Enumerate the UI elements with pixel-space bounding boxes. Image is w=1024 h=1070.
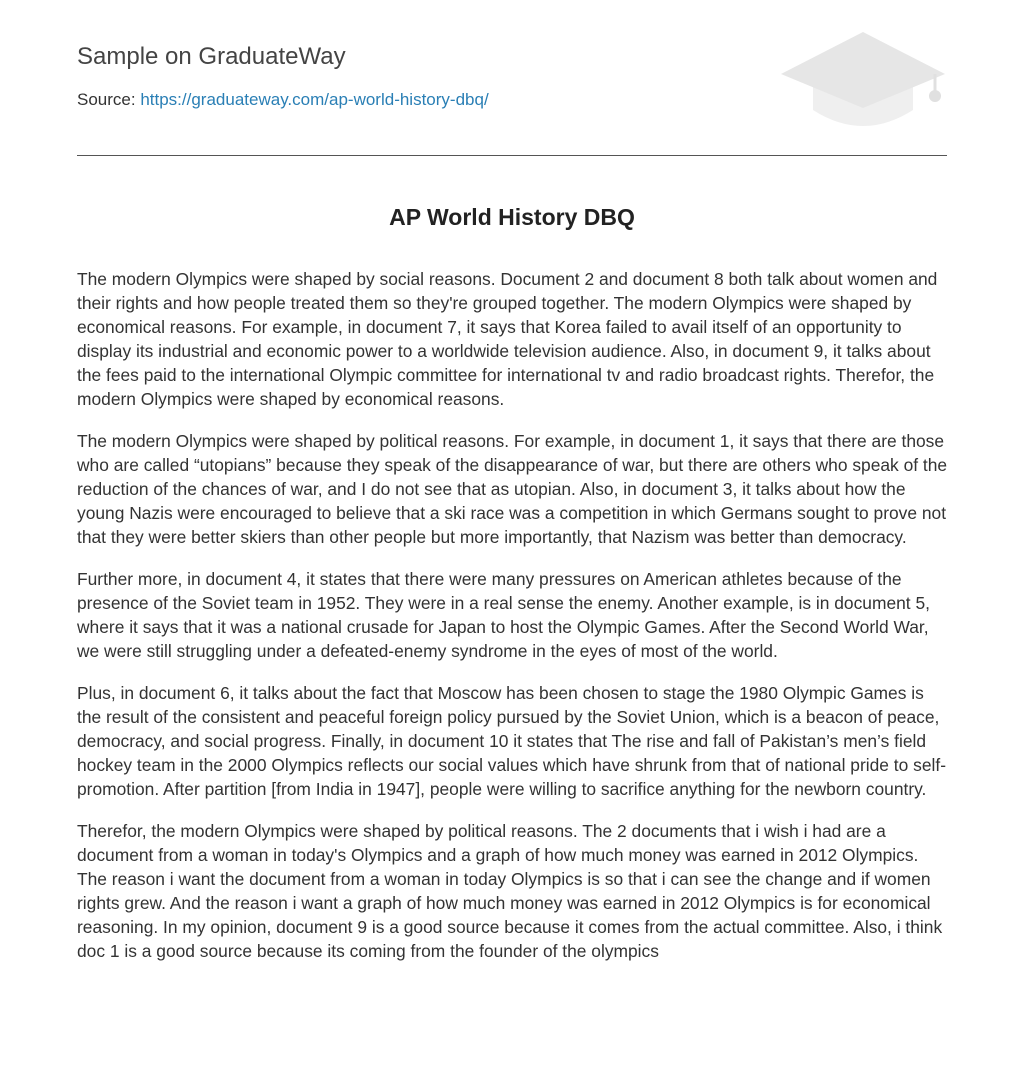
source-link[interactable]: https://graduateway.com/ap-world-history-dbq/	[140, 90, 489, 109]
article-body	[77, 267, 952, 981]
page-header	[77, 0, 947, 156]
article-paragraph: The modern Olympics were shaped by social reasons. Document 2 and document 8 both talk about women and their rights and how people treated them so they're grouped together. The modern Olympics were shaped by economical reasons. For example, in document 7, it says that Korea failed to avail itself of an opportunity to display its industrial and economic power to a worldwide television audience. Also, in document 9, it talks about the fees paid to the international Olympic committee for international tv and radio broadcast rights. Therefor, the modern Olympics were shaped by economical reasons.	[77, 269, 938, 409]
article-paragraph: Further more, in document 4, it states that there were many pressures on American athletes because of the presence of the Soviet team in 1952. They were in a real sense the enemy. Another example, is in document 5, where it says that it was a national crusade for Japan to host the Olympic Games. After the Second World War, we were still struggling under a defeated-enemy syndrome in the eyes of most of the world.	[77, 569, 930, 661]
article-paragraph: The modern Olympics were shaped by political reasons. For example, in document 1, it says that there are those who are called “utopians” because they speak of the disappearance of war, but there are others who speak of the reduction of the chances of war, and I do not see that as utopian. Also, in document 3, it talks about how the young Nazis were encouraged to believe that a ski race was a competition in which Germans sought to prove not that they were better skiers than other people but more importantly, that Nazism was better than democracy.	[77, 431, 948, 547]
graduation-cap-icon	[779, 30, 947, 134]
site-title: Sample on GraduateWay	[77, 43, 346, 70]
article-paragraph: Therefor, the modern Olympics were shaped by political reasons. The 2 documents that i wish i had are a document from a woman in today's Olympics and a graph of how much money was earned in 2012 Olympics. The reason i want the document from a woman in today Olympics is so that i can see the change and if women rights grew. And the reason i want a graph of how much money was earned in 2012 Olympics is for economical reasoning. In my opinion, document 9 is a good source because it comes from the actual committee. Also, i think doc 1 is a good source because its coming from the founder of the olympics	[77, 821, 943, 961]
header-divider	[77, 155, 947, 156]
document-title: AP World History DBQ	[389, 204, 635, 230]
source-label: Source:	[77, 90, 136, 109]
source-line	[77, 90, 489, 110]
article-paragraph: Plus, in document 6, it talks about the fact that Moscow has been chosen to stage the 1980 Olympic Games is the result of the consistent and peaceful foreign policy pursued by the Soviet Union, which is a beacon of peace, democracy, and social progress. Finally, in document 10 it states that The rise and fall of Pakistan’s men’s field hockey team in the 2000 Olympics reflects our social values which have shrunk from that of national pride to self-promotion. After partition [from India in 1947], people were willing to sacrifice anything for the newborn country.	[77, 683, 946, 799]
